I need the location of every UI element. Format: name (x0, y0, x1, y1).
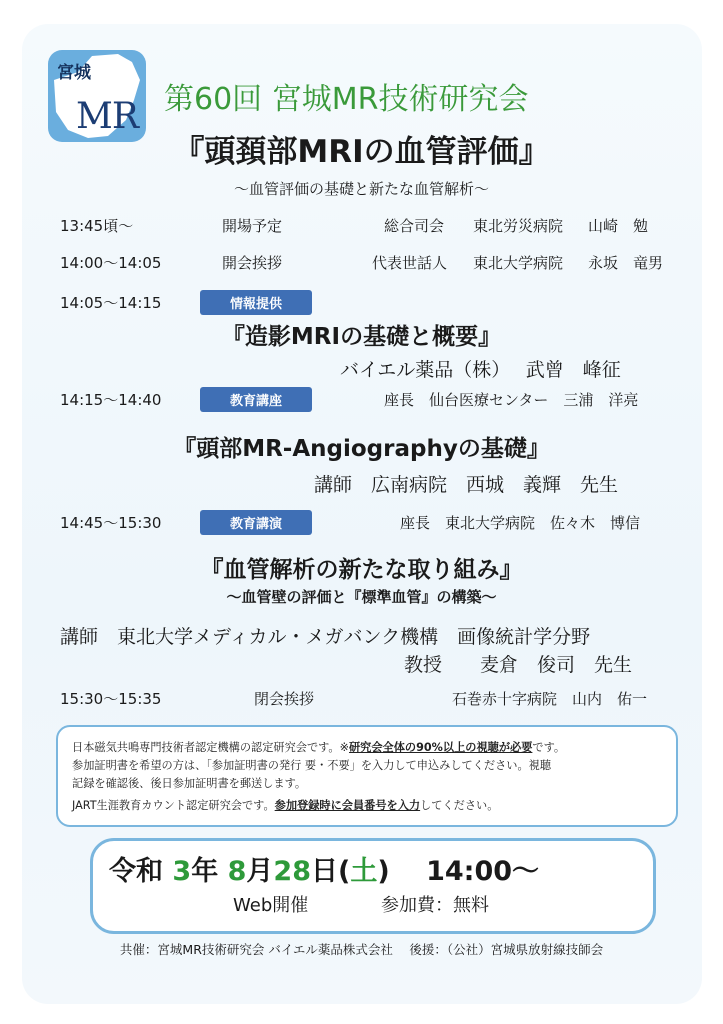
info-speaker: バイエル薬品（株） 武曾 峰征 (340, 359, 621, 381)
meeting-title: 第60回 宮城MR技術研究会 (164, 82, 529, 117)
lecture2-speaker-affiliation: 講師 東北大学メディカル・メガバンク機構 画像統計学分野 (60, 626, 591, 648)
sponsor-footer: 共催：宮城MR技術研究会 バイエル薬品株式会社 後援：（公社）宮城県放射線技師会 (119, 942, 604, 957)
lecture1-chair: 座長 仙台医療センター 三浦 洋亮 (384, 391, 639, 409)
info-title: 『造影MRIの基礎と概要』 (221, 324, 502, 350)
greeting-event: 開会挨拶 (222, 254, 283, 272)
main-theme-subtitle: ～血管評価の基礎と新たな血管解析～ (233, 180, 489, 198)
notice-line-2: 参加証明書を希望の方は、「参加証明書の発行 要・不要」を入力して申込みしてください。視聴 (72, 759, 552, 772)
lecture1-title: 『頭部MR-Angiographyの基礎』 (173, 436, 550, 462)
opening-person: 山崎 勉 (588, 217, 649, 235)
closing-person: 石巻赤十字病院 山内 佑一 (452, 690, 648, 708)
lecture2-subtitle: ～血管壁の評価と『標準血管』の構築～ (226, 588, 497, 606)
logo-mr-text: MR (76, 96, 138, 137)
lecture2-badge: 教育講演 (200, 510, 312, 535)
opening-affiliation: 東北労災病院 (473, 217, 564, 235)
greeting-time: 14:00～14:05 (60, 254, 162, 272)
closing-time: 15:30～15:35 (60, 690, 162, 708)
logo-prefecture-text: 宮城 (57, 63, 91, 83)
event-venue: Web開催 (233, 895, 309, 916)
opening-event: 開場予定 (222, 217, 283, 235)
lecture1-speaker: 講師 広南病院 西城 義輝 先生 (314, 474, 619, 496)
greeting-affiliation: 東北大学病院 (473, 254, 564, 272)
greeting-role: 代表世話人 (372, 254, 448, 272)
greeting-person: 永坂 竜男 (588, 254, 664, 272)
opening-time: 13:45頃～ (60, 217, 134, 235)
event-fee: 参加費：無料 (381, 895, 489, 916)
main-theme-title: 『頭頚部MRIの血管評価』 (173, 134, 550, 170)
lecture1-badge: 教育講座 (200, 387, 312, 412)
lecture1-time: 14:15～14:40 (60, 391, 162, 409)
certification-notice (56, 725, 678, 827)
lecture2-time: 14:45～15:30 (60, 514, 162, 532)
lecture2-title: 『血管解析の新たな取り組み』 (200, 557, 523, 583)
lecture2-chair: 座長 東北大学病院 佐々木 博信 (400, 514, 641, 532)
closing-event: 閉会挨拶 (254, 690, 315, 708)
notice-line-4: JART生涯教育カウント認定研究会です。参加登録時に会員番号を入力してください。 (72, 799, 499, 812)
event-date: 令和 3年 8月28日(土) 14:00～ (109, 856, 540, 887)
info-badge: 情報提供 (200, 290, 312, 315)
notice-line-1: 日本磁気共鳴専門技術者認定機構の認定研究会です。※研究会全体の90%以上の視聴が必要です。 (72, 741, 566, 754)
event-date-box (90, 838, 656, 934)
info-time: 14:05～14:15 (60, 294, 162, 312)
opening-role: 総合司会 (384, 217, 445, 235)
lecture2-speaker-name: 教授 麦倉 俊司 先生 (404, 654, 633, 676)
notice-line-3: 記録を確認後、後日参加証明書を郵送します。 (72, 777, 307, 790)
